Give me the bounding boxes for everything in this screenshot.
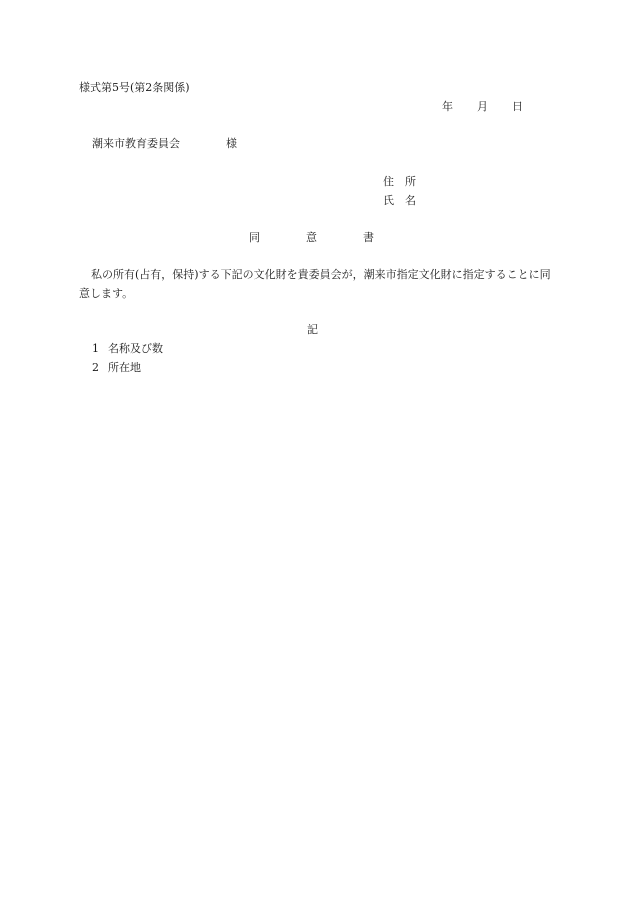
date-day-label: 日 <box>512 100 523 113</box>
address-label: 住所 <box>383 175 427 188</box>
item-label: 名称及び数 <box>108 342 163 355</box>
consent-body-text: 私の所有(占有，保持)する下記の文化財を貴委員会が，潮来市指定文化財に指定することに同意します。 <box>79 268 551 300</box>
date-line <box>442 100 523 114</box>
addressee-name: 潮来市教育委員会 <box>92 137 180 150</box>
addressee <box>92 137 237 151</box>
form-number: 様式第5号(第2条関係) <box>79 81 190 94</box>
applicant-name-label <box>383 194 427 208</box>
title-char: 書 <box>363 231 374 244</box>
name-label: 氏名 <box>383 194 427 207</box>
title-char: 同 <box>249 231 260 244</box>
applicant-address-label <box>383 175 427 189</box>
item-number: 1 <box>92 342 99 355</box>
title-char: 意 <box>306 231 317 244</box>
list-item <box>92 342 163 356</box>
date-month-label: 月 <box>477 100 488 113</box>
note-heading: 記 <box>307 323 318 336</box>
item-number: 2 <box>92 361 99 374</box>
date-year-label: 年 <box>442 100 453 113</box>
list-item <box>92 361 141 375</box>
document-title <box>249 231 374 245</box>
addressee-honorific: 様 <box>226 137 237 150</box>
item-label: 所在地 <box>108 361 141 374</box>
